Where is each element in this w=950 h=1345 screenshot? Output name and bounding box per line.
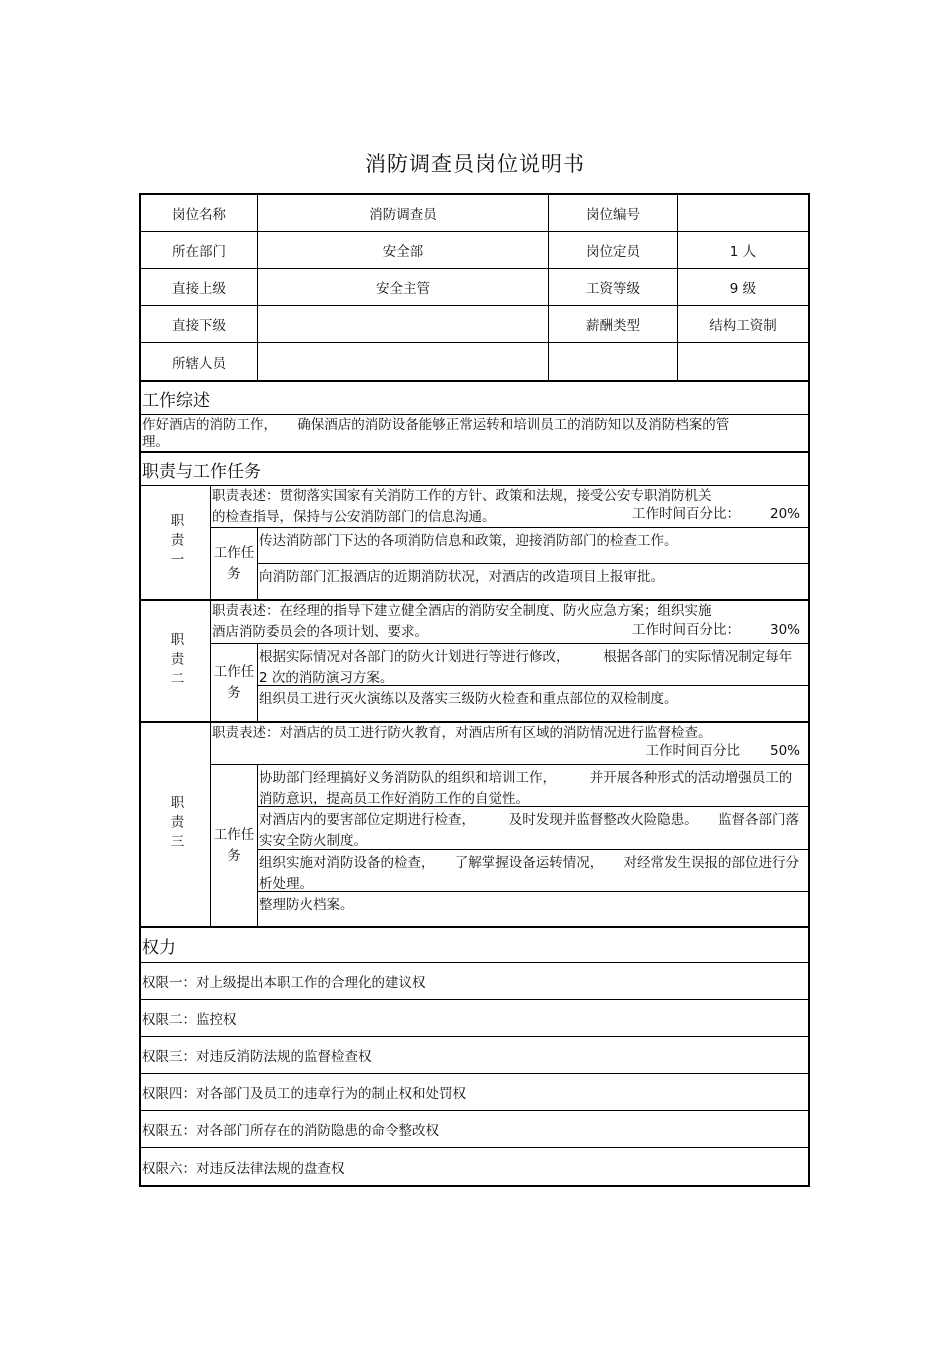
task-section bbox=[211, 765, 808, 926]
info-cell: 结构工资制 bbox=[678, 306, 808, 343]
power-item: 权限五：对各部门所存在的消防隐患的命令整改权 bbox=[141, 1111, 808, 1148]
info-cell bbox=[258, 343, 549, 380]
info-cell: 薪酬类型 bbox=[549, 306, 678, 343]
task-item: 对酒店内的要害部位定期进行检查， 及时发现并监督整改火险隐患。 监督各部门落实安全防火制度。 bbox=[258, 807, 808, 850]
page-title: 消防调查员岗位说明书 bbox=[365, 152, 585, 176]
job-description-table bbox=[139, 193, 810, 1187]
info-cell: 岗位名称 bbox=[141, 195, 258, 232]
duty-body bbox=[211, 723, 808, 926]
powers-heading: 权力 bbox=[141, 928, 808, 963]
info-cell bbox=[258, 306, 549, 343]
info-cell: 岗位编号 bbox=[549, 195, 678, 232]
info-cell: 工资等级 bbox=[549, 269, 678, 306]
duty-description bbox=[211, 723, 808, 765]
time-percentage-value: 50% bbox=[769, 743, 800, 759]
task-item: 整理防火档案。 bbox=[259, 897, 354, 913]
info-grid bbox=[141, 195, 808, 380]
time-percentage-label: 工作时间百分比： bbox=[631, 622, 740, 638]
duty-desc-line: 酒店消防委员会的各项计划、要求。 bbox=[212, 624, 428, 640]
power-item: 权限一：对上级提出本职工作的合理化的建议权 bbox=[141, 963, 808, 1000]
info-cell bbox=[678, 343, 808, 380]
powers-list bbox=[141, 963, 808, 1185]
task-item: 根据实际情况对各部门的防火计划进行等进行修改， 根据各部门的实际情况制定每年 2 次的消防演习方案。 bbox=[258, 644, 808, 686]
info-cell: 岗位定员 bbox=[549, 232, 678, 269]
power-item: 权限四：对各部门及员工的违章行为的制止权和处罚权 bbox=[141, 1074, 808, 1111]
info-cell bbox=[549, 343, 678, 380]
info-cell: 安全主管 bbox=[258, 269, 549, 306]
task-label: 工作任务 bbox=[211, 765, 258, 926]
time-percentage-value: 20% bbox=[769, 506, 800, 522]
duty-block bbox=[141, 601, 808, 723]
duty-description bbox=[211, 486, 808, 528]
duty-label: 职责一 bbox=[141, 486, 211, 599]
time-percentage-label: 工作时间百分比 bbox=[645, 743, 740, 759]
task-section bbox=[211, 644, 808, 721]
duty-block bbox=[141, 723, 808, 928]
duty-label: 职责二 bbox=[141, 601, 211, 721]
time-percentage bbox=[645, 741, 800, 762]
power-item: 权限二：监控权 bbox=[141, 1000, 808, 1037]
task-list bbox=[258, 644, 808, 721]
info-cell: 9 级 bbox=[678, 269, 808, 306]
info-cell bbox=[678, 195, 808, 232]
duty-body bbox=[211, 486, 808, 599]
task-section bbox=[211, 528, 808, 599]
duty-desc-line: 职责表述：贯彻落实国家有关消防工作的方针、政策和法规，接受公安专职消防机关 bbox=[212, 488, 712, 504]
info-cell: 1 人 bbox=[678, 232, 808, 269]
time-percentage bbox=[632, 620, 800, 641]
task-item: 向消防部门汇报酒店的近期消防状况，对酒店的改造项目上报审批。 bbox=[259, 569, 664, 585]
summary-text: 作好酒店的消防工作， 确保酒店的消防设备能够正常运转和培训员工的消防知以及消防档案的管理。 bbox=[142, 417, 730, 450]
duty-desc-line: 的检查指导，保持与公安消防部门的信息沟通。 bbox=[212, 509, 496, 525]
summary-heading: 工作综述 bbox=[141, 380, 808, 415]
duty-label: 职责三 bbox=[141, 723, 211, 926]
task-list bbox=[258, 765, 808, 926]
duty-desc-line: 职责表述：对酒店的员工进行防火教育，对酒店所有区域的消防情况进行监督检查。 bbox=[212, 725, 712, 741]
task-label: 工作任务 bbox=[211, 644, 258, 721]
duty-description bbox=[211, 601, 808, 644]
info-cell: 安全部 bbox=[258, 232, 549, 269]
power-item: 权限六：对违反法律法规的盘查权 bbox=[142, 1160, 345, 1177]
power-item: 权限三：对违反消防法规的监督检查权 bbox=[141, 1037, 808, 1074]
task-item: 组织员工进行灭火演练以及落实三级防火检查和重点部位的双检制度。 bbox=[259, 691, 678, 707]
task-label: 工作任务 bbox=[211, 528, 258, 599]
duty-body bbox=[211, 601, 808, 721]
time-percentage-value: 30% bbox=[769, 622, 800, 638]
task-item: 组织实施对消防设备的检查， 了解掌握设备运转情况， 对经常发生误报的部位进行分析处理。 bbox=[258, 850, 808, 892]
info-cell: 直接上级 bbox=[141, 269, 258, 306]
info-cell: 直接下级 bbox=[141, 306, 258, 343]
task-item: 传达消防部门下达的各项消防信息和政策，迎接消防部门的检查工作。 bbox=[258, 528, 808, 564]
task-item: 协助部门经理搞好义务消防队的组织和培训工作， 并开展各种形式的活动增强员工的消防意识，提高员工作好消防工作的自觉性。 bbox=[258, 765, 808, 807]
time-percentage-label: 工作时间百分比： bbox=[631, 506, 740, 522]
duty-block bbox=[141, 486, 808, 601]
time-percentage bbox=[632, 504, 800, 525]
duties-heading: 职责与工作任务 bbox=[141, 451, 808, 486]
info-cell: 消防调查员 bbox=[258, 195, 549, 232]
task-list bbox=[258, 528, 808, 599]
info-cell: 所辖人员 bbox=[141, 343, 258, 380]
duty-desc-line: 职责表述：在经理的指导下建立健全酒店的消防安全制度、防火应急方案；组织实施 bbox=[212, 603, 712, 619]
info-cell: 所在部门 bbox=[141, 232, 258, 269]
